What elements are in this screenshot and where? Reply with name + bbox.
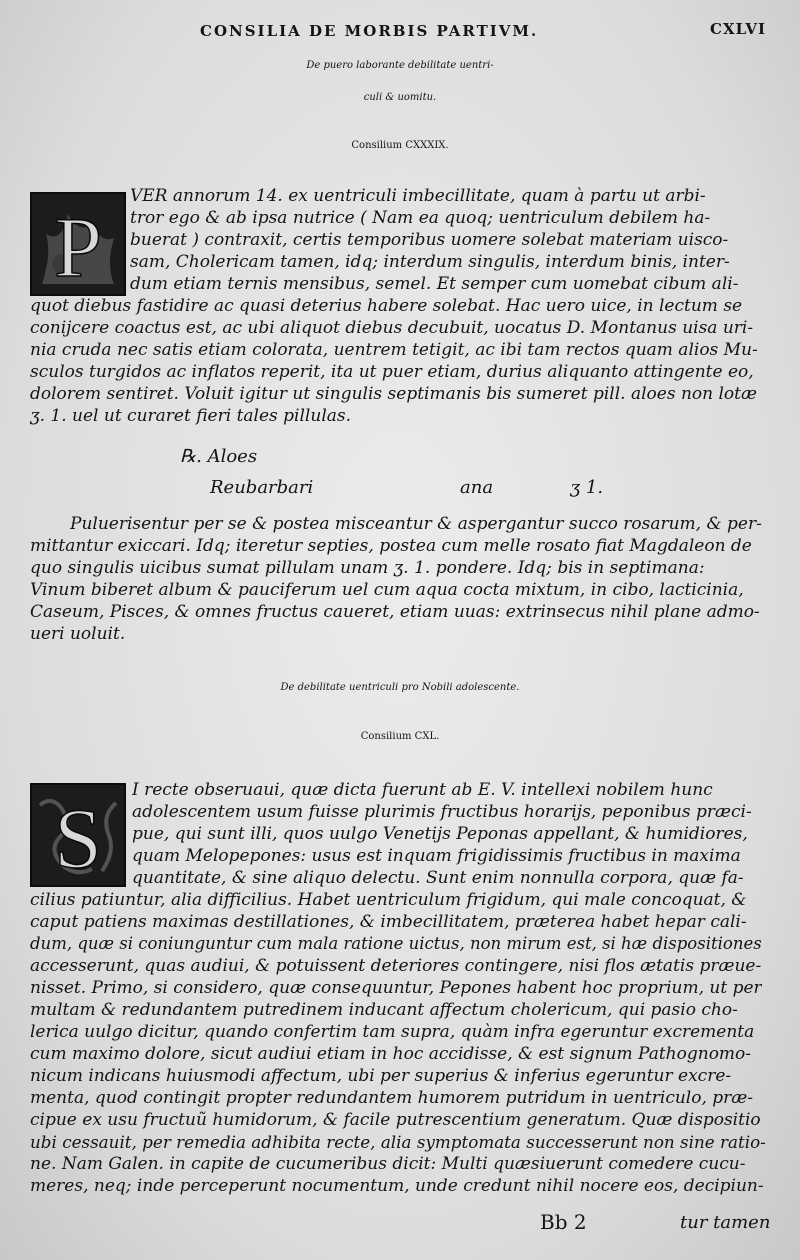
s2-line-5: cilius patiuntur, alia difficilius. Habet uentriculum frigidum, qui male concoquat, &: [30, 890, 747, 910]
s1-line-9: dolorem sentiret. Voluit igitur ut singulis septimanis bis sumeret pill. aloes non lotæ: [30, 384, 757, 404]
folio-number: CXLVI: [710, 20, 766, 38]
recipe-dose: ʒ 1.: [570, 477, 604, 498]
s1-line-8: sculos turgidos ac inflatos reperit, ita ut puer etiam, durius aliquanto attingente eo,: [30, 362, 754, 382]
s2-line-1: adolescentem usum fuisse plurimis fructibus horarijs, peponibus præci-: [132, 802, 752, 822]
decorated-initial-p: [30, 192, 126, 296]
s1-line-7: nia cruda nec satis etiam colorata, uentrem tetigit, ac ibi tam rectos quam alios Mu-: [30, 340, 758, 360]
s2-line-6: caput patiens maximas destillationes, & imbecillitatem, præterea habet hepar cali-: [30, 912, 747, 932]
s1b-line-0: Puluerisentur per se & postea misceantur & aspergantur succo rosarum, & per-: [70, 514, 762, 534]
s1-line-1: tror ego & ab ipsa nutrice ( Nam ea quoq; uentriculum debilem ha-: [130, 208, 711, 228]
s2-line-4: quantitate, & sine aliquo delectu. Sunt enim nonnulla corpora, quæ fa-: [132, 868, 744, 888]
running-head: CONSILIA DE MORBIS PARTIVM.: [200, 22, 539, 40]
s2-line-10: multam & redundantem putredinem inducant affectum cholericum, qui pasio cho-: [30, 1000, 738, 1020]
s2-line-18: meres, neq; inde perceperunt nocumentum, unde credunt nihil nocere eos, decipiun-: [30, 1176, 764, 1196]
recipe-ana: ana: [460, 477, 494, 498]
catchword: tur tamen: [680, 1212, 771, 1233]
s1b-line-1: mittantur exiccari. Idq; iteretur septies, postea cum melle rosato fiat Magdaleon de: [30, 536, 752, 556]
s2-line-2: pue, qui sunt illi, quos uulgo Venetijs Peponas appellant, & humidiores,: [132, 824, 748, 844]
s2-line-13: nicum indicans huiusmodi affectum, ubi per superius & inferius egeruntur excre-: [30, 1066, 732, 1086]
s2-line-8: accesserunt, quas audiui, & potuissent deteriores contingere, nisi flos ætatis præue-: [30, 956, 762, 976]
s1-line-3: sam, Cholericam tamen, idq; interdum singulis, interdum binis, inter-: [130, 252, 730, 272]
s2-line-15: cipue ex usu fructuũ humidorum, & facile putrescentium generatum. Quæ dispositio: [30, 1110, 761, 1130]
s1-line-2: buerat ) contraxit, certis temporibus uomere solebat materiam uisco-: [130, 230, 729, 250]
initial-letter-s: S: [54, 790, 102, 885]
s1b-line-4: Caseum, Pisces, & omnes fructus caueret, etiam uuas: extrinsecus nihil plane admo-: [30, 602, 760, 622]
s2-line-3: quam Melopepones: usus est inquam frigidissimis fructibus in maxima: [132, 846, 741, 866]
s2-line-14: menta, quod contingit propter redundantem humorem putridum in uentriculo, præ-: [30, 1088, 753, 1108]
section-1-heading-line-1: De puero laborante debilitate uentri-: [306, 60, 494, 71]
s2-line-16: ubi cessauit, per remedia adhibita recte, alia symptomata successerunt non sine ratio-: [30, 1132, 766, 1152]
s2-line-17: ne. Nam Galen. in capite de cucumeribus dicit: Multi quæsiuerunt comedere cucu-: [30, 1154, 746, 1174]
section-2-heading: De debilitate uentriculi pro Nobili adolescente.: [280, 682, 520, 693]
s1-line-0: VER annorum 14. ex uentriculi imbecillitate, quam à partu ut arbi-: [130, 186, 706, 206]
s1-line-5: quot diebus fastidire ac quasi deterius habere solebat. Hac uero uice, in lectum se: [30, 296, 743, 316]
initial-letter-p: P: [54, 199, 102, 294]
section-2-consilium-title: Consilium CXL.: [360, 731, 440, 742]
s2-line-11: lerica uulgo dicitur, quando confertim tam supra, quàm infra egeruntur excrementa: [30, 1022, 755, 1042]
signature-mark: Bb 2: [540, 1210, 587, 1234]
s2-line-12: cum maximo dolore, sicut audiui etiam in hoc accidisse, & est signum Pathognomo-: [30, 1044, 752, 1064]
section-1-consilium-title: Consilium CXXXIX.: [351, 140, 449, 151]
s1-line-4: dum etiam ternis mensibus, semel. Et semper cum uomebat cibum ali-: [130, 274, 739, 294]
s1b-line-5: ueri uoluit.: [30, 624, 126, 644]
s2-line-7: dum, quæ si coniunguntur cum mala ratione uictus, non mirum est, si hæ dispositiones: [30, 934, 762, 953]
s1-line-6: conijcere coactus est, ac ubi aliquot diebus decubuit, uocatus D. Montanus uisa uri-: [30, 318, 754, 338]
decorated-initial-s: [30, 783, 126, 887]
s2-line-0: I recte obseruaui, quæ dicta fuerunt ab E. V. intellexi nobilem hunc: [132, 780, 713, 800]
recipe-line-1: ℞. Aloes: [180, 446, 258, 467]
recipe-line-2: Reubarbari: [210, 477, 314, 498]
s1b-line-3: Vinum biberet album & pauciferum uel cum aqua cocta mixtum, in cibo, lacticinia,: [30, 580, 744, 600]
section-1-heading-line-2: culi & uomitu.: [363, 92, 437, 103]
s1-line-10: ʒ. 1. uel ut curaret fieri tales pillulas.: [30, 406, 352, 426]
s2-line-9: nisset. Primo, si considero, quæ consequuntur, Pepones habent hoc proprium, ut per: [30, 978, 762, 998]
s1b-line-2: quo singulis uicibus sumat pillulam unam ʒ. 1. pondere. Idq; bis in septimana:: [30, 558, 705, 578]
